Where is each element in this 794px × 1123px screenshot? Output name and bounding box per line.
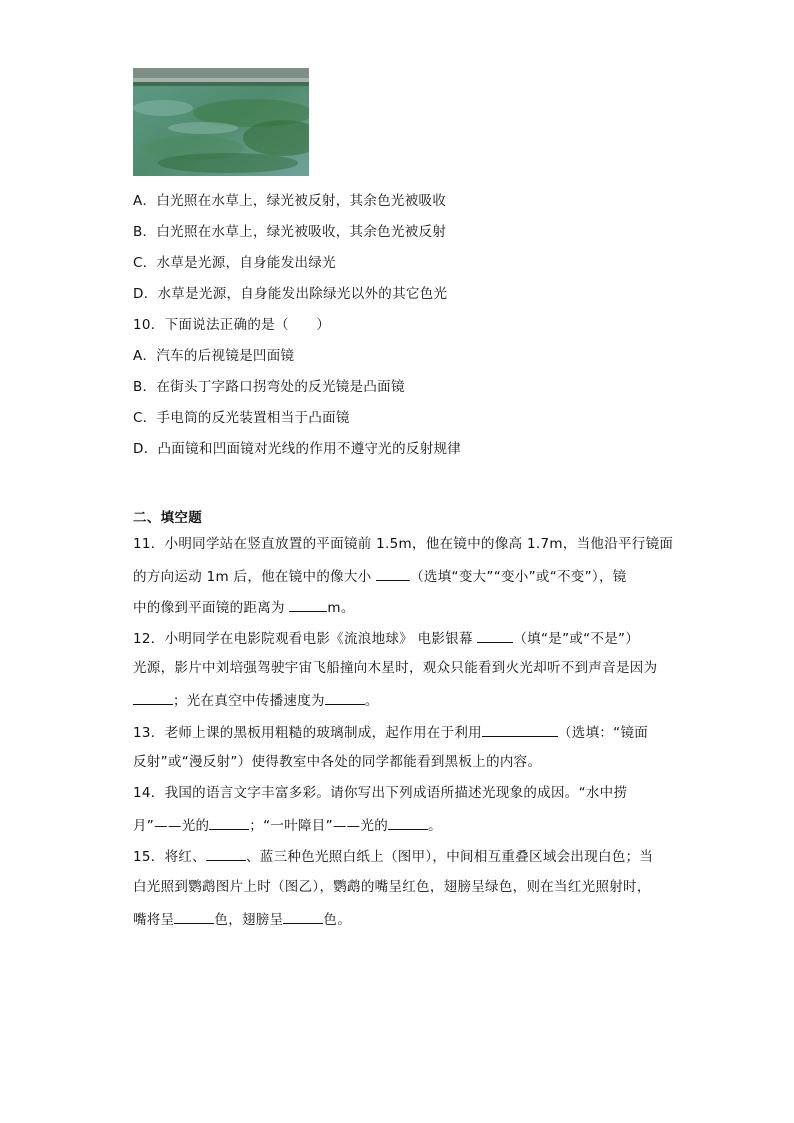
q10-option-d: D．凸面镜和凹面镜对光线的作用不遵守光的反射规律 [133,441,462,457]
q14-line-2: 月”——光的 ；“一叶障目”——光的 。 [133,815,442,835]
q10-option-a: A．汽车的后视镜是凹面镜 [133,348,295,364]
q14-blank-2[interactable] [388,815,428,830]
q12-line-2: 光源，影片中刘培强驾驶宇宙飞船撞向木星时，观众只能看到火光却听不到声音是因为 [133,660,658,676]
q11-blank-2[interactable] [289,597,327,612]
q15-blank-1[interactable] [206,846,246,861]
q11-line-1: 11．小明同学站在竖直放置的平面镜前 1.5m，他在镜中的像高 1.7m，当他沿平行镜面 [133,536,674,552]
q9-option-a: A．白光照在水草上，绿光被反射，其余色光被吸收 [133,193,447,209]
section-title-fill-in: 二、填空题 [133,510,202,526]
q15-line-3: 嘴将呈 色，翅膀呈 色。 [133,909,351,929]
q10-option-b: B．在街头丁字路口拐弯处的反光镜是凸面镜 [133,379,405,395]
q9-option-c: C．水草是光源，自身能发出绿光 [133,255,336,271]
q15-blank-2[interactable] [174,909,214,924]
water-plants-photo [133,68,309,176]
q12-line-1: 12．小明同学在电影院观看电影《流浪地球》 电影银幕 （填“是”或“不是”） [133,628,639,648]
q12-blank-2[interactable] [133,690,173,705]
q11-blank-1[interactable] [376,566,410,581]
q15-line-2: 白光照到鹦鹉图片上时（图乙），鹦鹉的嘴呈红色，翅膀呈绿色，则在当红光照射时， [133,879,651,895]
q15-blank-3[interactable] [283,909,323,924]
q13-line-2: 反射”或“漫反射”）使得教室中各处的同学都能看到黑板上的内容。 [133,754,542,770]
q9-option-b: B．白光照在水草上，绿光被吸收，其余色光被反射 [133,224,447,240]
q10-stem: 10．下面说法正确的是（ ） [133,317,331,333]
q14-blank-1[interactable] [209,815,249,830]
q10-option-c: C．手电筒的反光装置相当于凸面镜 [133,410,350,426]
q12-blank-3[interactable] [325,690,365,705]
q11-line-2: 的方向运动 1m 后，他在镜中的像大小 （选填“变大”“变小”或“不变”），镜 [133,566,627,586]
q12-blank-1[interactable] [477,628,513,643]
q14-line-1: 14．我国的语言文字丰富多彩。请你写出下列成语所描述光现象的成因。“水中捞 [133,785,628,801]
q9-option-d: D．水草是光源，自身能发出除绿光以外的其它色光 [133,286,448,302]
q11-line-3: 中的像到平面镜的距离为 m。 [133,597,355,617]
q13-line-1: 13．老师上课的黑板用粗糙的玻璃制成，起作用在于利用 （选填：“镜面 [133,722,648,742]
q13-blank-1[interactable] [482,722,558,737]
q15-line-1: 15．将红、 、蓝三种色光照白纸上（图甲），中间相互重叠区域会出现白色；当 [133,846,653,866]
q12-line-3: ；光在真空中传播速度为 。 [133,690,379,710]
